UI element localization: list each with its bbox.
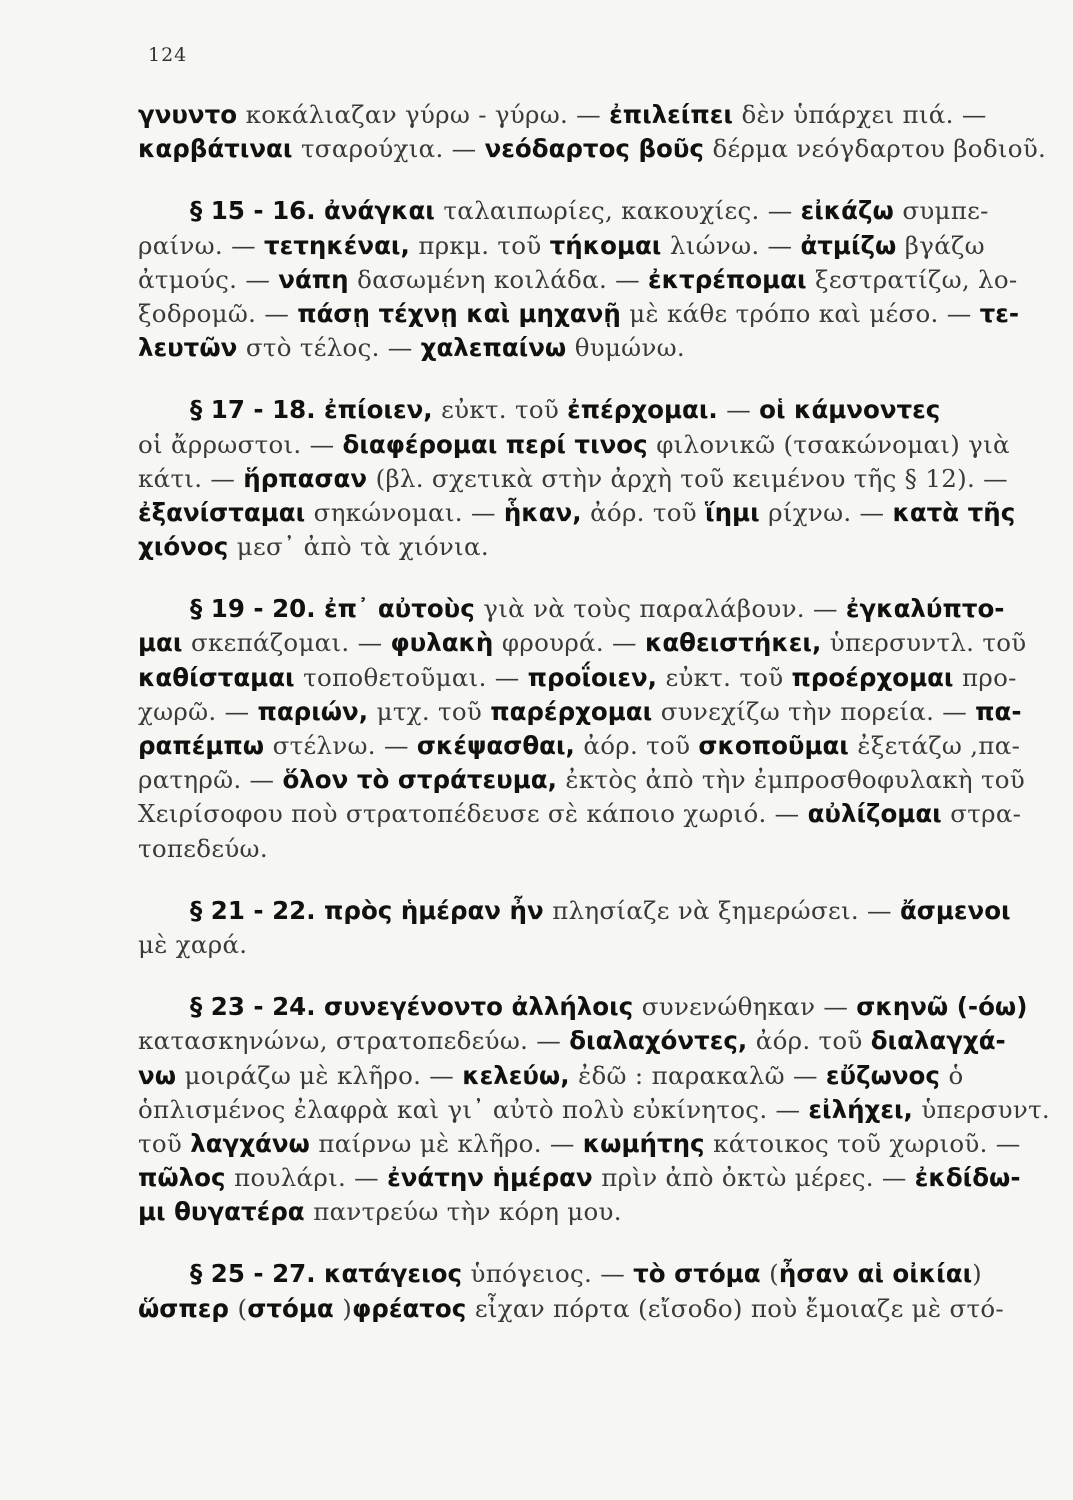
gloss-text: ὁπλισμένος ἐλαφρὰ καὶ γι᾽ αὐτὸ πολὺ εὐκίνητος. — [138,1094,809,1124]
lemma-term: § 21 - 22. πρὸς ἡμέραν ἦν [190,895,553,925]
text-line [138,393,993,427]
lemma-term: εἰκάζω [800,196,903,226]
gloss-text: δὲν ὑπάρχει πιά. — [741,100,987,129]
gloss-text: ἐκτὸς ἀπὸ τὴν ἐμπροσθοφυλακὴ τοῦ [565,765,1026,795]
gloss-text: ραίνω. — [138,230,264,260]
lemma-term: γνυντο [138,100,246,129]
gloss-text: κάτι. — [138,463,244,493]
lemma-term: νάπη [278,264,358,294]
gloss-text: ρίχνω. — [768,497,893,527]
text-line [138,729,1021,763]
lemma-term: ὥσπερ [138,1293,238,1323]
lemma-term: ὅλον τὸ στράτευμα, [282,765,566,795]
gloss-text: λιώνω. — [669,230,801,260]
gloss-text: μοιράζω μὲ κλῆρο. — [184,1060,463,1090]
lemma-term: ἐκτρέπομαι [648,264,816,294]
lemma-term: εἰλήχει, [808,1094,922,1124]
gloss-text: πρὶν ἀπὸ ὀκτὼ μέρες. — [601,1163,915,1193]
text-line [138,661,1017,695]
gloss-text: εὐκτ. τοῦ [665,662,792,692]
lemma-term: ἵημι [705,497,769,527]
gloss-text: γιὰ νὰ τοὺς παραλάβουν. — [483,594,846,624]
lemma-term: τε- [979,298,1020,328]
gloss-text: εἶχαν πόρτα (εἴσοδο) ποὺ ἔμοιαζε μὲ στό- [474,1293,1004,1323]
gloss-text: εὐκτ. τοῦ [441,395,568,425]
lemma-term: ἐγκαλύπτο- [845,594,1005,624]
text-line [138,229,993,263]
gloss-text: φρουρά. — [501,628,645,658]
lemma-term: χαλεπαίνω [420,333,575,363]
gloss-text: οἱ ἄρρωστοι. — [138,429,343,459]
lemma-term: ἐξανίσταμαι [138,497,314,527]
lemma-term: τετηκέναι, [264,230,419,260]
gloss-text: ξοδρομῶ. — [138,298,298,328]
lemma-term: πα- [975,696,1022,726]
gloss-text: σηκώνομαι. — [313,497,504,527]
gloss-text: κάτοικος τοῦ χωριοῦ. — [713,1128,1021,1158]
gloss-text: δέρμα νεόγδαρτου βοδιοῦ. [712,134,1047,164]
lemma-term: οἱ κάμνοντες [759,395,941,425]
gloss-text: ἀόρ. τοῦ [755,1026,871,1056]
lemma-term: διαφέρομαι περί τινος [342,429,657,459]
lemma-term: διαλαχόντες, [569,1026,756,1056]
gloss-text: ἀτμούς. — [138,264,279,294]
gloss-text: ἀόρ. τοῦ [583,731,699,760]
gloss-text: (βλ. σχετικὰ στὴν ἀρχὴ τοῦ κειμένου τῆς § 12). — [375,463,1008,493]
lemma-term: ἧκαν, [503,497,591,527]
lemma-term: τήκομαι [549,230,670,260]
text-line [138,763,1026,797]
lemma-term: ἐπέρχομαι. [567,395,727,425]
text-line [138,797,1022,831]
text-line [138,990,1028,1024]
gloss-text: ταλαιπωρίες, κακουχίες. — [443,196,801,226]
lemma-term: ἥρπασαν [243,463,376,493]
text-line [138,1024,1006,1058]
lemma-term: ραπέμπω [138,731,273,760]
lemma-term: νω [138,1060,185,1090]
gloss-text: ( [769,1259,779,1289]
gloss-text: χωρῶ. — [138,696,258,726]
gloss-text: — [726,395,760,425]
lemma-term: λαγχάνω [190,1128,319,1158]
text-line [138,331,993,365]
text-line [138,1127,1021,1161]
text-line [138,496,1016,530]
page-number: 124 [148,44,188,66]
text-line [138,626,1027,660]
gloss-text: ( [237,1293,248,1323]
text-line [138,462,1008,496]
gloss-text: μτχ. τοῦ [376,696,491,726]
lemma-term: σκηνῶ [856,992,957,1022]
text-line [138,1161,1021,1195]
gloss-text: ) [972,1259,982,1289]
gloss-text: στρα- [950,799,1022,829]
gloss-text: συνενώθηκαν — [641,992,857,1022]
text-line [138,428,1010,462]
gloss-text: φιλονικῶ (τσακώνομαι) γιὰ [656,429,1010,459]
text-line [138,1195,993,1229]
gloss-text: κατασκηνώνω, στρατοπεδεύω. — [138,1026,570,1056]
gloss-text: προ- [962,662,1017,692]
lemma-term: ἐκδίδω- [914,1163,1021,1193]
lemma-term: παριών, [257,696,377,726]
lemma-term: κωμήτης [582,1128,714,1158]
lemma-term: πάσῃ τέχνῃ καὶ μηχανῇ [297,298,630,328]
lemma-term: τὸ στόμα [633,1259,770,1289]
text-line [138,98,993,132]
gloss-text: ὑπερσυντλ. τοῦ [829,628,1027,658]
gloss-text: θυμώνω. [574,333,686,363]
text-line [138,1257,993,1291]
gloss-text: ἐδῶ : παρακαλῶ — [578,1060,826,1090]
lemma-term: ἐνάτην ἡμέραν [387,1163,602,1193]
gloss-text: κοκάλιαζαν γύρω - γύρω. — [245,100,610,129]
lemma-term: σκέψασθαι, [416,731,584,760]
lemma-term: διαλαγχά- [870,1026,1006,1056]
gloss-text: βγάζω [904,230,985,260]
lemma-term: φυλακὴ [390,628,502,658]
lemma-term: κατὰ τῆς [892,497,1016,527]
lemma-term: (-όω) [956,992,1028,1022]
lemma-term: αὐλίζομαι [807,799,951,829]
lemma-term: ἀτμίζω [800,230,905,260]
lemma-term: παρέρχομαι [490,696,661,726]
glossary-text [138,98,1051,1326]
gloss-text: ξεστρατίζω, λο- [815,264,1018,294]
text-line [138,194,993,228]
lemma-term: καθίσταμαι [138,662,304,692]
gloss-text: πρκμ. τοῦ [418,230,550,260]
lemma-term: § 23 - 24. συνεγένοντο ἀλλήλοις [190,992,642,1022]
lemma-term: σκοποῦμαι [698,731,858,760]
lemma-term: § 15 - 16. ἀνάγκαι [190,196,444,226]
gloss-text: ἀόρ. τοῦ [590,497,706,527]
gloss-text: μεσ᾽ ἀπὸ τὰ χιόνια. [236,532,489,562]
lemma-term: κελεύω, [462,1060,579,1090]
lemma-term: § 17 - 18. ἐπίοιεν, [190,395,442,425]
lemma-term: ἄσμενοι [899,895,1011,925]
gloss-text: μὲ χαρά. [138,929,248,959]
gloss-text: πουλάρι. — [234,1163,388,1193]
lemma-term: ἦσαν αἱ οἰκίαι [778,1259,973,1289]
text-line [138,592,1005,626]
text-line [138,1292,1004,1326]
lemma-term: μι θυγατέρα [138,1197,314,1227]
text-line [138,894,1011,928]
lemma-term: χιόνος [138,532,237,562]
gloss-text: ὑπερσυντ. [921,1094,1051,1124]
lemma-term: καρβάτιναι [138,134,301,164]
lemma-term: λευτῶν [138,333,246,363]
gloss-text: τσαρούχια. — [300,134,485,164]
lemma-term: φρέατος [352,1293,475,1323]
gloss-text: στέλνω. — [272,731,417,760]
lemma-term: μαι [138,628,191,658]
text-line [138,1059,993,1093]
gloss-text: τοποθετοῦμαι. — [303,662,528,692]
lemma-term: § 25 - 27. κατάγειος [190,1259,471,1289]
text-line [138,1093,1051,1127]
lemma-term: νεόδαρτος βοῦς [484,134,713,164]
text-line [138,297,1020,331]
lemma-term: προΐοιεν, [527,662,666,692]
lemma-term: εὔζωνος [825,1060,949,1090]
text-line [138,695,1022,729]
gloss-text: παντρεύω τὴν κόρη μου. [313,1197,622,1227]
lemma-term: καθειστήκει, [644,628,830,658]
gloss-text: σκεπάζομαι. — [190,628,391,658]
text-line [138,263,1018,297]
gloss-text: ) [342,1293,353,1323]
gloss-text: συμπε- [902,196,989,226]
text-line [138,832,993,866]
gloss-text: ἐξετάζω ,πα- [857,731,1021,760]
gloss-text: ρατηρῶ. — [138,765,283,795]
gloss-text: τοῦ [138,1128,191,1158]
gloss-text: ὁ [948,1060,964,1090]
lemma-term: ἐπιλείπει [609,100,742,129]
lemma-term: στόμα [247,1293,343,1323]
gloss-text: πλησίαζε νὰ ξημερώσει. — [552,895,900,925]
gloss-text: παίρνω μὲ κλῆρο. — [318,1128,583,1158]
gloss-text: μὲ κάθε τρόπο καὶ μέσο. — [629,298,980,328]
gloss-text: τοπεδεύω. [138,833,268,863]
text-line [138,928,993,962]
text-line [138,132,1047,166]
gloss-text: συνεχίζω τὴν πορεία. — [660,696,976,726]
gloss-text: ὑπόγειος. — [470,1259,634,1289]
text-line [138,530,993,564]
lemma-term: πῶλος [138,1163,235,1193]
gloss-text: στὸ τέλος. — [245,333,421,363]
lemma-term: § 19 - 20. ἐπ᾽ αὐτοὺς [190,594,484,624]
gloss-text: δασωμένη κοιλάδα. — [357,264,649,294]
gloss-text: Χειρίσοφου ποὺ στρατοπέδευσε σὲ κάποιο χωριό. — [138,799,808,829]
lemma-term: προέρχομαι [791,662,963,692]
